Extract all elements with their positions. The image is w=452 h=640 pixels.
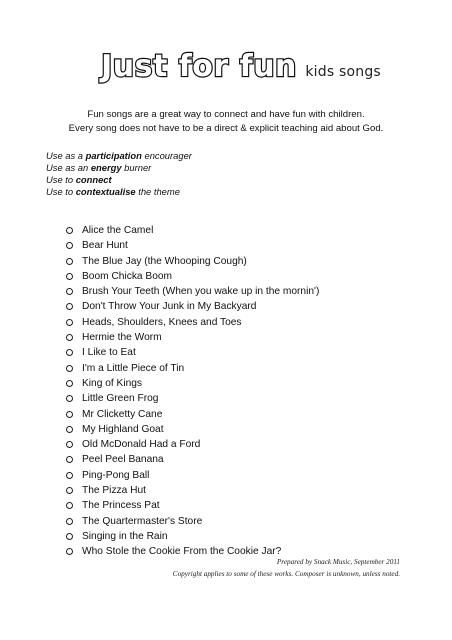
use-item: [46, 150, 192, 162]
song-list-item: [66, 254, 319, 269]
song-title: Old McDonald Had a Ford: [82, 439, 201, 451]
song-title: Brush Your Teeth (When you wake up in the mornin'): [82, 286, 320, 298]
title-subtitle: kids songs: [305, 64, 381, 80]
song-title: Hermie the Worm: [82, 332, 162, 344]
title-main: Just for fun: [101, 49, 297, 84]
circle-bullet-icon: [66, 395, 73, 402]
song-list-item: [66, 468, 319, 483]
song-list-item: [66, 483, 319, 498]
intro-line-2: Every song does not have to be a direct & explicit teaching aid about God.: [68, 123, 384, 134]
use-text: encourager: [141, 150, 192, 161]
circle-bullet-icon: [66, 380, 73, 387]
song-list-item: [66, 345, 319, 360]
song-list: [66, 223, 319, 560]
song-list-item: [66, 498, 319, 513]
use-text: Use as a: [46, 150, 86, 161]
song-title: The Quartermaster's Store: [82, 515, 203, 527]
circle-bullet-icon: [66, 334, 73, 341]
use-item: [46, 162, 192, 174]
circle-bullet-icon: [66, 533, 73, 540]
song-title: Ping-Pong Ball: [82, 469, 150, 481]
use-text: Use as an: [46, 162, 91, 173]
song-title: I'm a Little Piece of Tin: [82, 362, 185, 374]
song-list-item: [66, 238, 319, 253]
song-list-item: [66, 269, 319, 284]
song-list-item: [66, 330, 319, 345]
circle-bullet-icon: [66, 472, 73, 479]
footer-prepared-by: Prepared by Snack Music, September 2011: [276, 558, 400, 566]
song-list-item: [66, 514, 319, 529]
song-title: Don't Throw Your Junk in My Backyard: [82, 301, 257, 313]
use-keyword: energy: [90, 162, 122, 173]
circle-bullet-icon: [66, 242, 73, 249]
song-title: Little Green Frog: [82, 393, 159, 405]
song-title: Boom Chicka Boom: [82, 270, 173, 282]
use-keyword: participation: [85, 150, 142, 161]
song-list-item: [66, 223, 319, 238]
song-list-item: [66, 361, 319, 376]
use-keyword: contextualise: [75, 186, 136, 197]
circle-bullet-icon: [66, 303, 73, 310]
song-list-item: [66, 437, 319, 452]
circle-bullet-icon: [66, 319, 73, 326]
use-text: Use to: [46, 174, 76, 185]
song-list-item: [66, 407, 319, 422]
use-item: [46, 186, 192, 198]
song-title: The Blue Jay (the Whooping Cough): [82, 255, 247, 267]
song-title: Peel Peel Banana: [82, 454, 164, 466]
circle-bullet-icon: [66, 227, 73, 234]
intro-paragraph: [0, 108, 452, 136]
circle-bullet-icon: [66, 487, 73, 494]
song-list-item: [66, 376, 319, 391]
circle-bullet-icon: [66, 441, 73, 448]
use-text: burner: [121, 162, 152, 173]
use-text: the theme: [135, 186, 180, 197]
song-list-item: [66, 529, 319, 544]
circle-bullet-icon: [66, 365, 73, 372]
circle-bullet-icon: [66, 288, 73, 295]
circle-bullet-icon: [66, 349, 73, 356]
song-title: Bear Hunt: [82, 240, 128, 252]
song-title: Singing in the Rain: [82, 530, 168, 542]
circle-bullet-icon: [66, 273, 73, 280]
use-keyword: connect: [75, 174, 112, 185]
song-title: Who Stole the Cookie From the Cookie Jar?: [82, 546, 282, 558]
song-list-item: [66, 284, 319, 299]
song-title: Heads, Shoulders, Knees and Toes: [82, 316, 242, 328]
song-list-item: [66, 299, 319, 314]
page-title: [0, 50, 452, 84]
song-title: Alice the Camel: [82, 225, 154, 236]
circle-bullet-icon: [66, 456, 73, 463]
song-list-item: [66, 391, 319, 406]
song-title: Mr Clicketty Cane: [82, 408, 163, 420]
song-list-item: [66, 422, 319, 437]
circle-bullet-icon: [66, 258, 73, 265]
song-title: King of Kings: [82, 377, 143, 389]
song-title: My Highland Goat: [82, 423, 164, 435]
circle-bullet-icon: [66, 548, 73, 555]
song-title: The Pizza Hut: [82, 485, 146, 497]
circle-bullet-icon: [66, 426, 73, 433]
circle-bullet-icon: [66, 502, 73, 509]
circle-bullet-icon: [66, 518, 73, 525]
intro-line-1: Fun songs are a great way to connect and have fun with children.: [87, 109, 365, 120]
song-title: I Like to Eat: [82, 347, 136, 359]
song-title: The Princess Pat: [82, 500, 160, 512]
use-item: [46, 174, 192, 186]
footer-note: [173, 556, 400, 580]
song-list-item: [66, 452, 319, 467]
footer-copyright: Copyright applies to some of these works. Composer is unknown, unless noted.: [172, 570, 400, 578]
circle-bullet-icon: [66, 411, 73, 418]
uses-list: [46, 150, 192, 198]
song-list-item: [66, 315, 319, 330]
use-text: Use to: [46, 186, 76, 197]
